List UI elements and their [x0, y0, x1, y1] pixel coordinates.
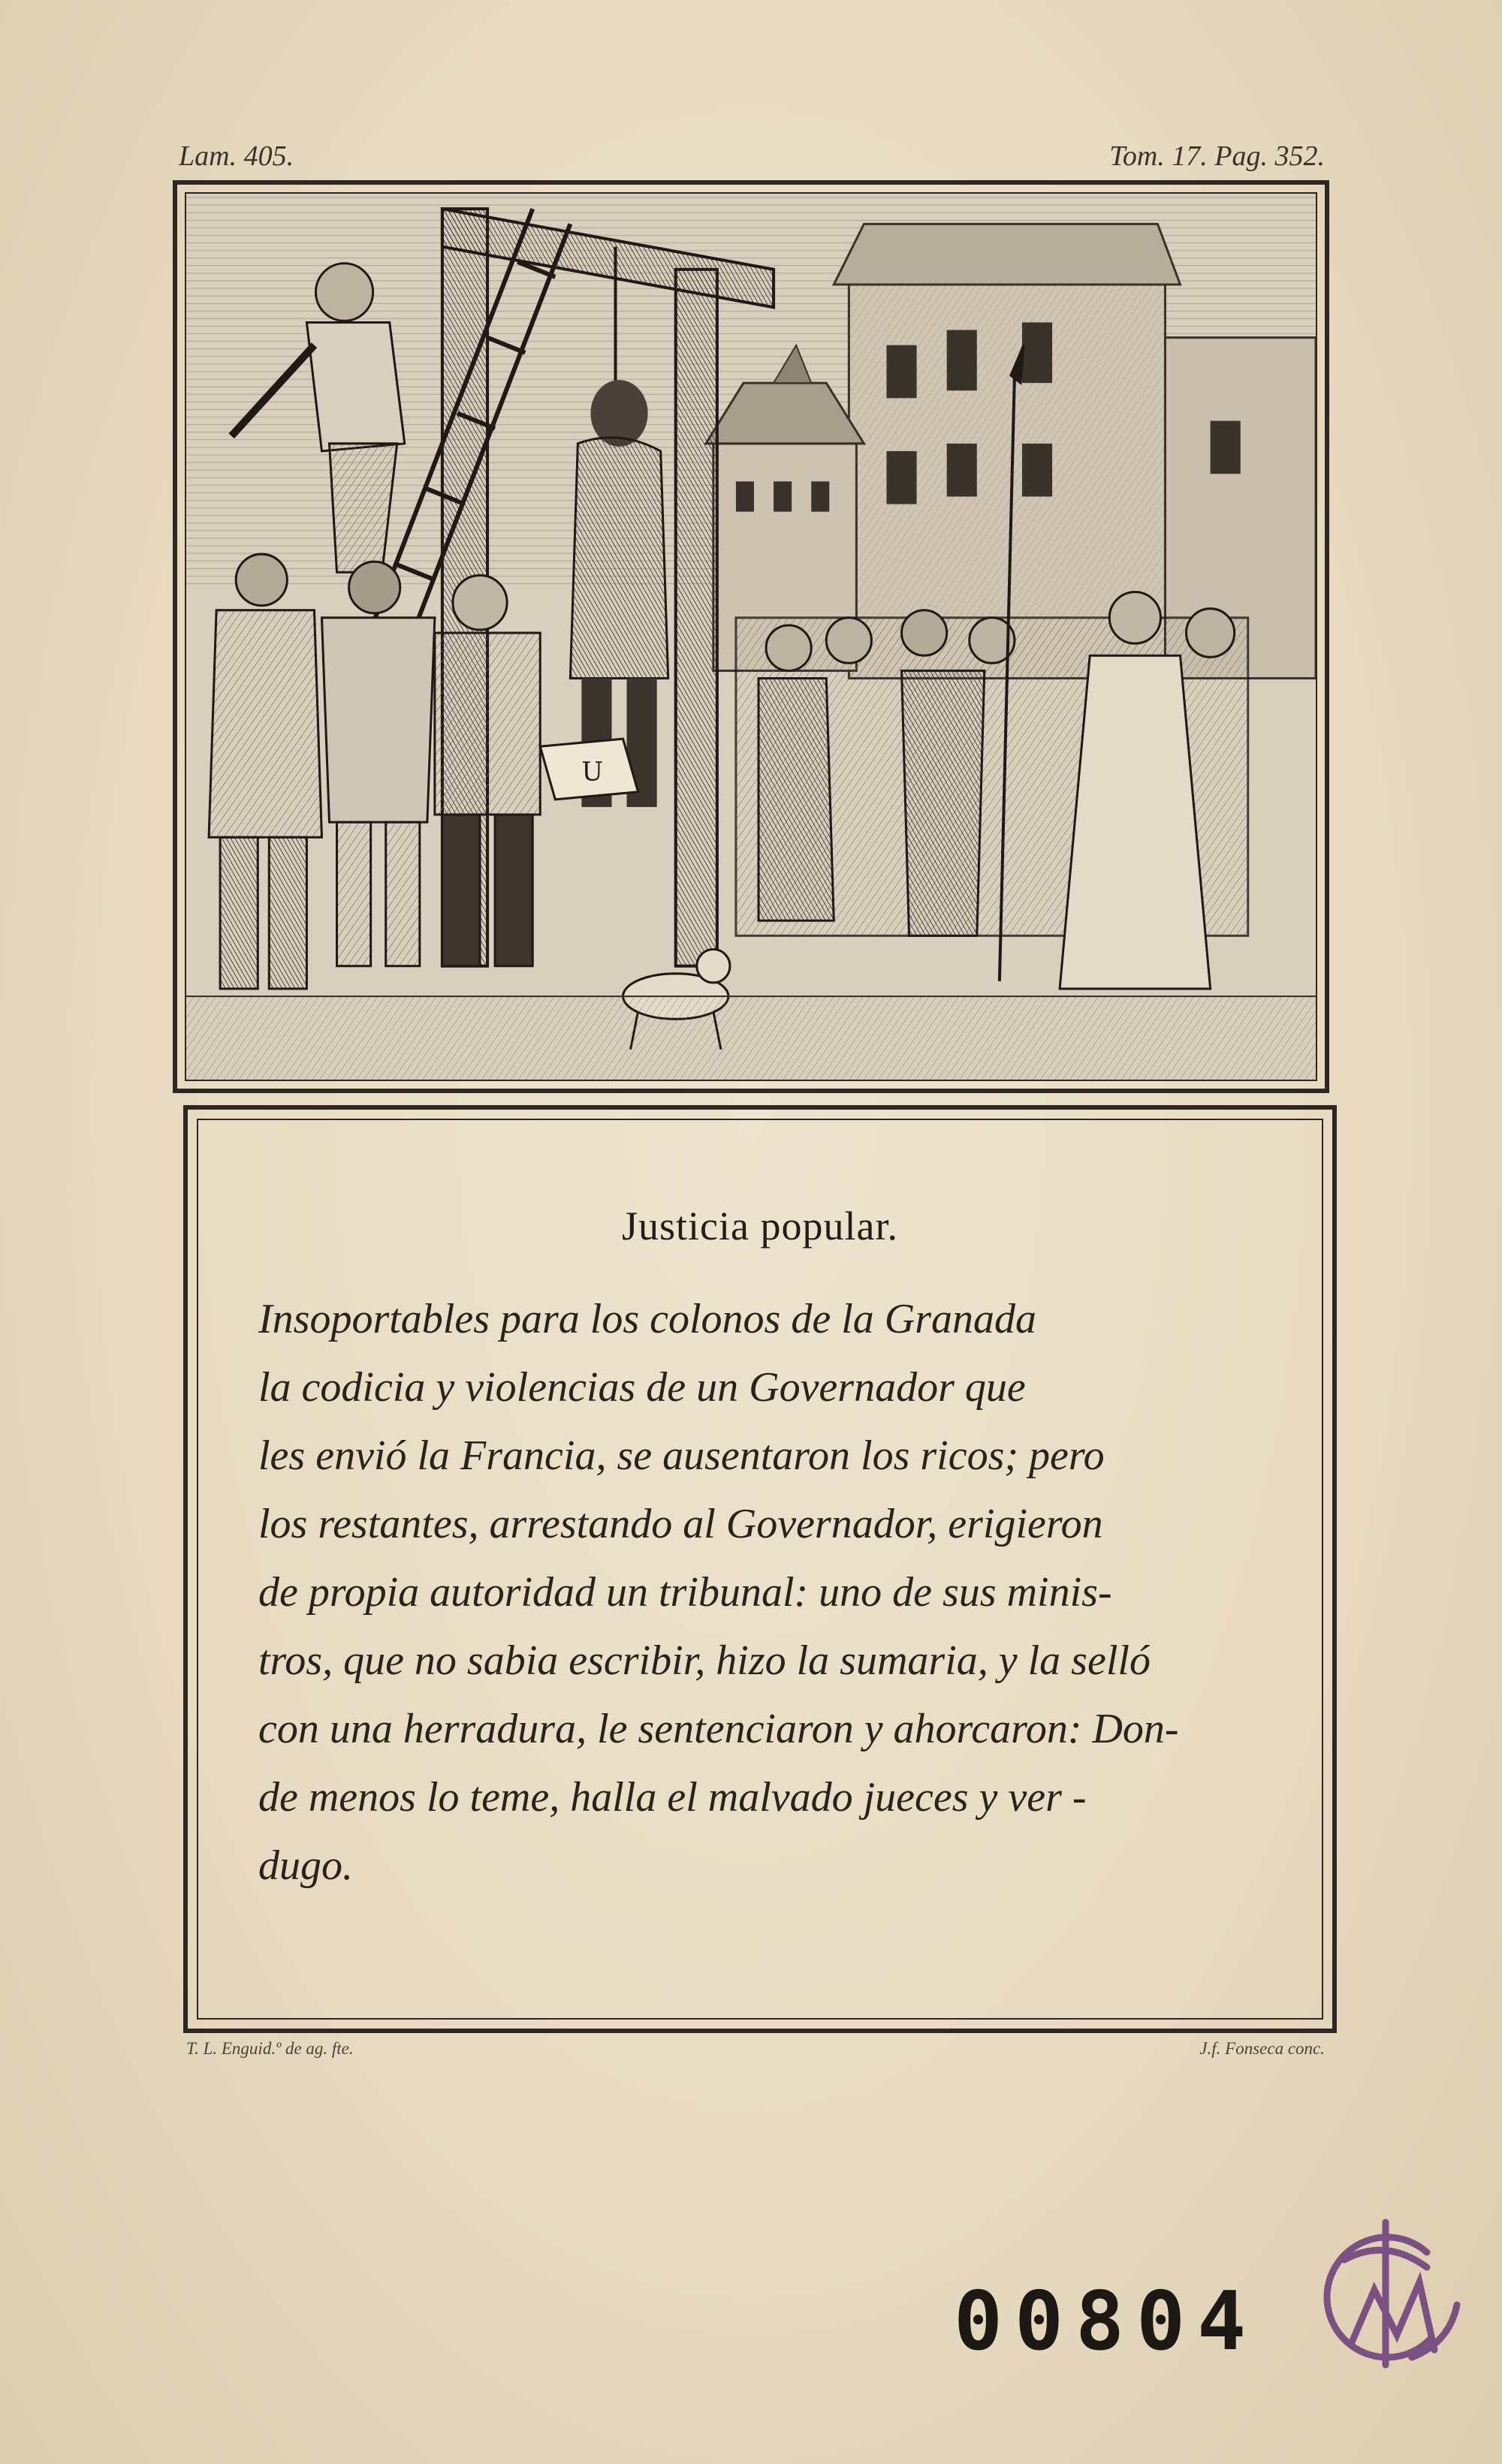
- caption-line: de menos lo teme, halla el malvado jueces y ver -: [258, 1774, 1087, 1821]
- draftsman-credit: T. L. Enguid.º de ag. fte.: [186, 2039, 354, 2058]
- caption-line: la codicia y violencias de un Governador que: [258, 1364, 1026, 1411]
- caption-frame: [183, 1105, 1337, 2033]
- hanging-scene-engraving: [186, 194, 1316, 1080]
- plate-number: Lam. 405.: [179, 140, 294, 172]
- volume-page-reference: Tom. 17. Pag. 352.: [1109, 140, 1325, 172]
- collection-stamp-icon: [1299, 2207, 1472, 2380]
- engraving-illustration: [185, 192, 1317, 1081]
- caption-line: dugo.: [258, 1842, 353, 1889]
- caption-body: [258, 1285, 1269, 1900]
- caption-line: los restantes, arrestando al Governador, erigieron: [258, 1501, 1103, 1547]
- inventory-number: 00804: [954, 2275, 1259, 2369]
- caption-title: Justicia popular.: [622, 1203, 898, 1249]
- svg-text:U: U: [581, 757, 604, 788]
- caption-line: Insoportables para los colonos de la Granada: [258, 1296, 1036, 1342]
- engraver-credit: J.f. Fonseca conc.: [1199, 2039, 1325, 2058]
- caption-line: de propia autoridad un tribunal: uno de sus minis-: [258, 1569, 1112, 1616]
- caption-line: les envió la Francia, se ausentaron los ricos; pero: [258, 1432, 1105, 1479]
- caption-line: tros, que no sabia escribir, hizo la sumaria, y la selló: [258, 1637, 1151, 1684]
- engraving-frame: [173, 180, 1329, 1093]
- caption-panel: [197, 1119, 1323, 2020]
- caption-line: con una herradura, le sentenciaron y ahorcaron: Don-: [258, 1706, 1179, 1752]
